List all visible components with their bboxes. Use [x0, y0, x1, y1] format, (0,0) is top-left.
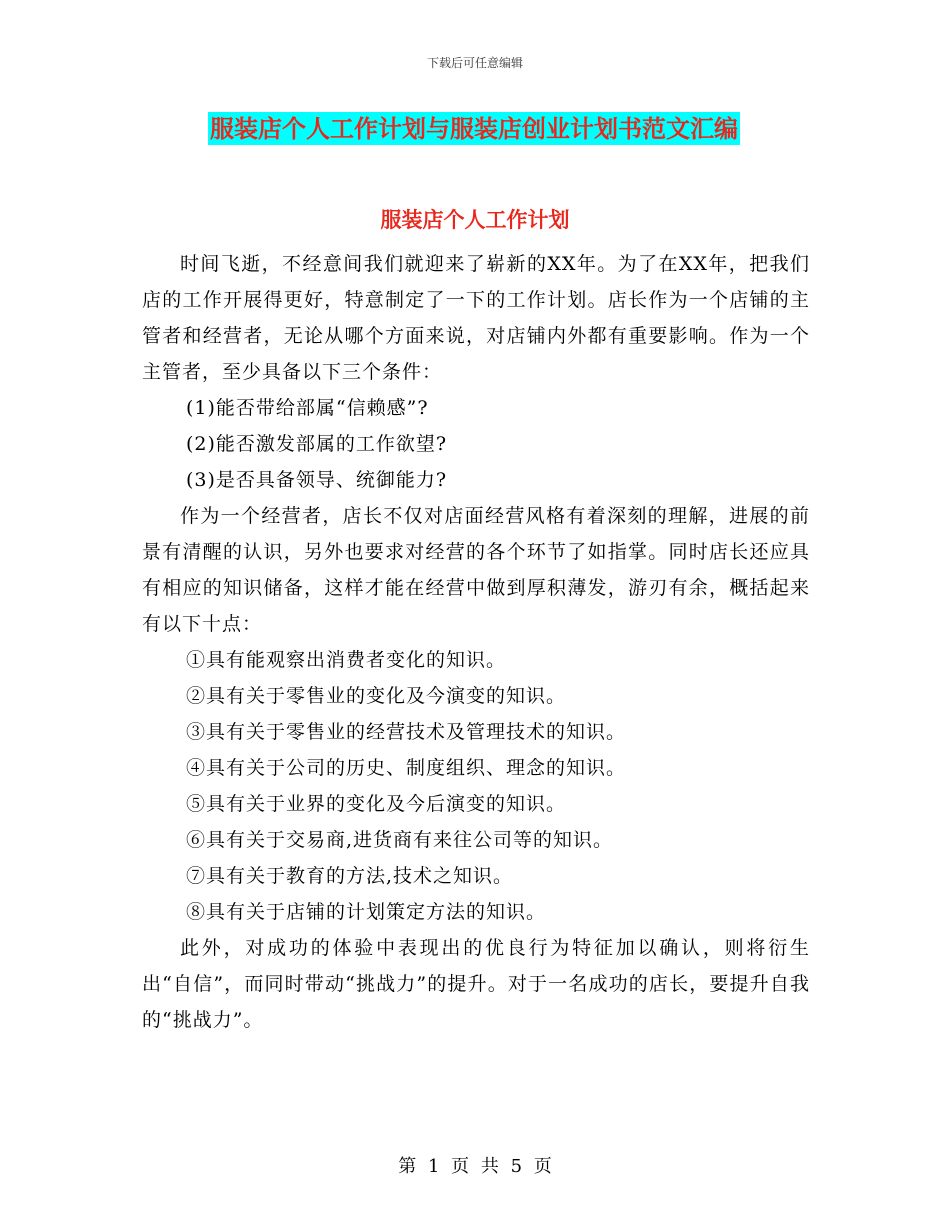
paragraph-conclusion: 此外，对成功的体验中表现出的优良行为特征加以确认，则将衍生出“自信”，而同时带动“挑战力”的提升。对于一名成功的店长，要提升自我的“挑战力”。: [142, 937, 810, 1031]
paragraph-manager: 作为一个经营者，店长不仅对店面经营风格有着深刻的理解，进展的前景有清醒的认识，另外也要求对经营的各个环节了如指掌。同时店长还应具有相应的知识储备，这样才能在经营中做到厚积薄发，游刃有余，概括起来有以下十点：: [142, 505, 810, 635]
knowledge-item-8: ⑧具有关于店铺的计划策定方法的知识。: [186, 901, 547, 923]
condition-item-2: (2)能否激发部属的工作欲望?: [186, 433, 448, 455]
knowledge-item-7: ⑦具有关于教育的方法,技术之知识。: [186, 865, 514, 887]
paragraph-intro: 时间飞逝，不经意间我们就迎来了崭新的XX年。为了在XX年，把我们店的工作开展得更好，特意制定了一下的工作计划。店长作为一个店铺的主管者和经营者，无论从哪个方面来说，对店铺内外都有重要影响。作为一个主管者，至少具备以下三个条件：: [142, 253, 810, 383]
page-footer: 第 1 页 共 5 页: [398, 1156, 552, 1177]
knowledge-item-4: ④具有关于公司的历史、制度组织、理念的知识。: [186, 757, 627, 779]
document-title: 服装店个人工作计划与服装店创业计划书范文汇编: [210, 114, 738, 143]
document-body: [142, 246, 810, 1038]
section-title: 服装店个人工作计划: [380, 207, 570, 232]
knowledge-item-2: ②具有关于零售业的变化及今演变的知识。: [186, 685, 567, 707]
header-note: 下载后可任意编辑: [426, 56, 523, 70]
knowledge-item-1: ①具有能观察出消费者变化的知识。: [186, 649, 507, 671]
condition-item-3: (3)是否具备领导、统御能力?: [186, 469, 448, 491]
knowledge-item-5: ⑤具有关于业界的变化及今后演变的知识。: [186, 793, 567, 815]
knowledge-item-3: ③具有关于零售业的经营技术及管理技术的知识。: [186, 721, 627, 743]
knowledge-item-6: ⑥具有关于交易商,进货商有来往公司等的知识。: [186, 829, 614, 851]
condition-item-1: (1)能否带给部属“信赖感”?: [186, 397, 429, 419]
